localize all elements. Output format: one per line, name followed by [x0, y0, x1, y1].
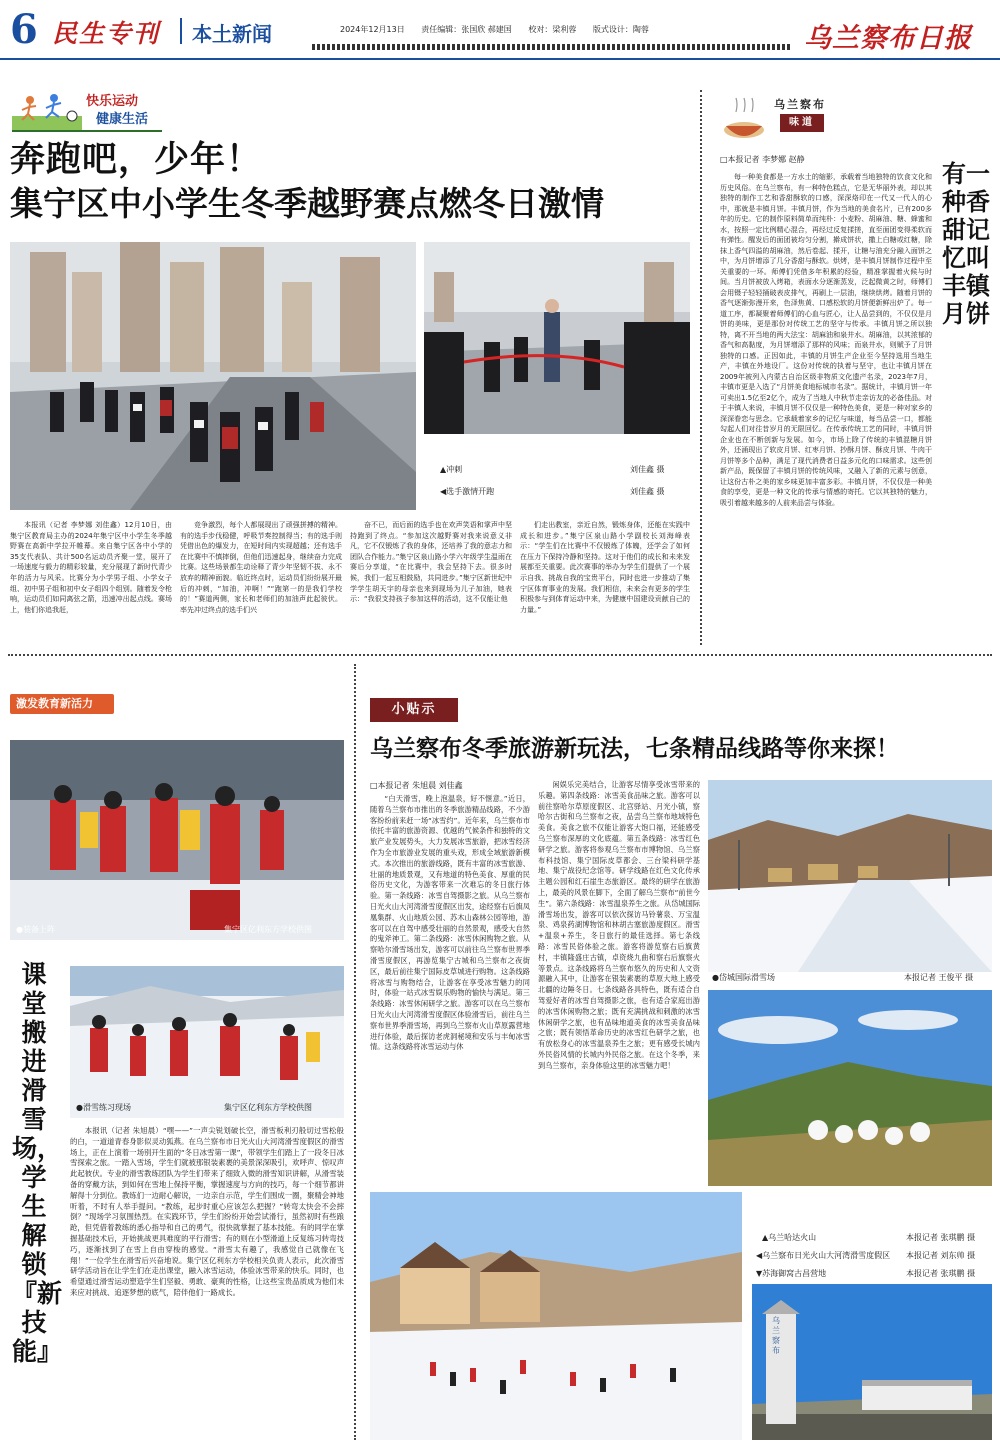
headline-line-1: 奔跑吧，少年！ [10, 140, 263, 180]
column-divider [354, 664, 356, 1440]
headline-line-2: 集宁区中小学生冬季越野赛点燃冬日激情 [10, 184, 604, 223]
column-name: 民生专刊 [52, 19, 161, 48]
newspaper-logo: 乌兰察布日报 [804, 23, 972, 54]
proofreader-credit: 校对：梁利蓉 [528, 25, 577, 34]
paragraph: 每一种美食都是一方水土的缩影，承载着当地独特的饮食文化和历史风俗。在乌兰察布，有一种特色糕点，它是无华丽外表，却以其独特的制作工艺和香甜酥软的口感，深深烙印在一代又一代人的心中，那就是丰镇月饼。丰镇月饼，作为当地的美食名片，已有200多年的历史。它的制作原料简单而纯朴：小麦粉、胡麻油、糖、蜂蜜和水，按照一定比例精心混合，再经过反复揉搓，直至面团变得柔软而有弹性。醒发后的面团被均匀分割，擀成饼状，撒上白糖或红糖，除抹上香气四溢的胡麻油，然后卷起、揉开，让糖与油充分融入面饼之中，为月饼增添了几分香甜与酥软。烘烤，是丰镇月饼制作过程中至关重要的一环。师傅们凭借多年积累的经验，精准掌握着火候与时间。当月饼被放入烤箱，表面水分逐渐蒸发，泛起微黄之时，师傅们会用镊子轻轻捅破表皮排气，再刷上一层油，继续烘烤。随着月饼的香气逐渐弥漫开来，色泽焦黄、口感松软的月饼便新鲜出炉了。每一道工序，都凝聚着师傅们的心血与匠心，让人品尝到的，不仅仅是月饼的美味，更是那份对传统工艺的坚守与传承。丰镇月饼之所以独特，离不开当地的两大法宝：胡麻油和泉井水。胡麻油，以其浓郁的香气和高黏度，为月饼增添了那样的风味；而泉井水，则赋予了月饼独特的口感。正因如此，丰镇的月饼生产企业至今坚持选用当地生产，丰镇在外地设厂。这份对传统的执着与坚守，也让丰镇月饼在2009年被列入内蒙古自治区级非物质文化遗产名录，2023年7月，丰镇市更是入选了“月饼美食地标城市名录”。据统计，丰镇月饼一年可卖出1.5亿至2亿个，成为了当地人中秋节走亲访友的必备佳品。对于丰镇人来说，丰镇月饼不仅仅是一种特色美食，更是一种对家乡的深深眷恋与思念。它承载着家乡的记忆与味道，每当品尝一口，都能勾起人们对往昔岁月的无限回忆。在传承传统工艺的同时，丰镇月饼企业也在不断创新与发展。如今，市场上除了传统的丰镇混糖月饼外，还涌现出了软皮月饼、红枣月饼、抄酥月饼、酥皮月饼、牛肉干月饼等多个品种，满足了现代消费者日益多元化的口味需求。这些创新产品，既保留了丰镇月饼的传统风味，又融入了新的元素与创意，让这份古朴之美的家乡味更加丰富多彩。丰镇月饼，不仅仅是一种美食的享受，更是一种文化的传承与情感的寄托。它以其独特的魅力，吸引着越来越多的人前来品尝与体验。 [720, 173, 932, 507]
issue-date: 2024年12月13日 [340, 25, 405, 34]
caption-ski-practice-credit: 集宁区亿利东方学校供图 [224, 1103, 312, 1112]
paragraph: 本报讯（记者 朱旭晨）“嘿——”一声尖锐划破长空，滑雪板利刃般切过雪松般的白，一道道青春身影似灵动狐燕。在乌兰察布市日光火山大河湾滑雪度假区的滑雪场上，正在上演着一场别开生面的“冬日冰雪第一课”，带领学生们踏上了一段冬日冰雪探索之旅。一踏入雪场，学生们就被那银装素裹的美景深深吸引，欢呼声、惊叹声此起彼伏。专业的滑雪教练团队为学生们带来了细致入微的滑雪知识讲解，从滑雪装备的穿戴方法，到如何在雪地上保持平衡，掌握速度与方向的技巧，每一个细节都讲解得十分到位。教练们一边耐心解说，一边亲自示范，学生们围成一圈，聚精会神地听着，不时有人举手提问。“教练，起步时重心应该怎么把握？”转弯太快会不会摔倒？”现场学习氛围热烈。在实践环节，学生们纷纷开始尝试滑行，虽然初时有些踉跄，但凭借着教练的悉心指导和自己的勇气，很快就掌握了基本技能。有的同学在掌握基础技术后，开始挑战更具难度的平行滑雪；有的则在小型滑道上反复练习转弯技巧，逐渐找到了在雪上自由穿梭的感觉。“滑雪太有趣了，我感觉自己就像在飞翔！”一位学生在滑雪后兴奋地说。集宁区亿利东方学校相关负责人表示，此次滑雪研学活动旨在让学生们在走出课堂，融入冰雪运动，体验冰雪带来的快乐。同时，也希望通过滑雪运动塑造学生们坚毅、勇敢、豪爽的性格，让这些宝贵品质成为他们未来应对挑战、追逐梦想的底气，陪伴他们一路成长。 [70, 1126, 344, 1297]
masthead-rule [312, 44, 792, 50]
photo-daicheng-ski-resort [708, 780, 992, 972]
paragraph: 本报讯（记者 李梦娜 刘佳鑫）12月10日，由集宁区教育局主办的2024年集宁区中小学生冬季越野赛在高新中学拉开帷幕。来自集宁区各中小学的35支代表队、共计500名运动员齐聚一堂，展开了一场速度与毅力的精彩较量，充分展现了新时代青少年的活力与风采。比赛分为小学男子组、小学女子组、初中男子组和初中女子组四个组别。随着发令枪响，运动员们如同离弦之箭，迅速冲出起点线。赛场上，他们你追我赶， [10, 521, 172, 614]
designer-credit: 版式设计：陶蓉 [592, 25, 649, 34]
running-col-1 [10, 520, 172, 642]
caption-dahewan-credit: 本报记者 刘东帅 摄 [906, 1251, 976, 1260]
ski-vertical-title: 课堂搬进滑雪场，学生解锁『新技能』 [12, 960, 63, 1366]
photo-finish-line [424, 242, 690, 434]
caption-camp-label: ▼苏海御窝古昌营地 [756, 1269, 827, 1278]
caption-sprint-credit: 刘佳鑫 摄 [630, 465, 665, 474]
travel-tag: 小贴示 [370, 698, 458, 722]
photo-camp [752, 1284, 992, 1440]
caption-ski-gear-label: ●装备上阵 [16, 925, 55, 934]
paragraph: 闲娱乐完美结合，让游客尽情享受冰雪带来的乐趣。第四条线路：冰雪美食品味之旅。游客可以前往察哈尔草原度假区、北宫驿站、月光小镇，察哈尔古街和乌兰察布之夜，品尝乌兰察布地域特色美食。美食之旅不仅能让游客大饱口福，还能感受乌兰察布深厚的文化底蕴。第五条线路：冰雪红色研学之旅。游客将参观乌兰察布市博物馆、乌兰察布科技馆、集宁国际皮草都会、三台梁科研学基地、集宁战役纪念馆等。研学线路在红色文化传承主题公园和红石崖生态旅游区。最终的研学在旅游上，最美的风景在脚下，全面了解乌兰察布“前世今生”。第六条线路：冰雪温泉养生之旅。从岱城国际滑雪场出发，游客可以依次探访马铃薯泉、万宝温泉、鸡泉药湖博物馆和林胡古塞旅游度假区。滑雪+温泉+养生，冬日旅行的最佳选择。第七条线路：冰雪民俗体验之旅。游客将游览察右后旗黄村，丰镇隆盛庄古镇，卓资烧九曲和察右后旗察火等景点。这条线路将乌兰察布悠久的历史和人文资源融入其中，让游客在银装素裹的草原大地上感受北疆的边陲冬日。七条线路各具特色，既有适合自驾爱好者的冰雪自驾摄影之旅，也有适合家庭出游的冰雪休闲购物之旅；既有充满挑战和刺激的冰雪休闲研学之旅，也有品味地道美食的冰雪美食品味之旅；既有领悟革命历史的冰雪红色研学之旅，也有放松身心的冰雪温泉养生之旅；更有感受长城内外民俗风情的长城内外民俗之旅。在这个冬季，来到乌兰察布，亲身体验这里的冰雪魅力吧！ [538, 780, 700, 1070]
section-name: 本土新闻 [192, 22, 272, 46]
editor-credit: 责任编辑：张国欣 郝建国 [421, 25, 512, 34]
caption-ski-gear-credit: 集宁区亿利东方学校供图 [224, 925, 312, 934]
flavor-body [720, 172, 932, 646]
flavor-header-line-2: 味道 [780, 114, 824, 132]
caption-camp-credit: 本报记者 张琪鹏 摄 [906, 1269, 976, 1278]
paragraph: 们走出教室，亲近自然，锻炼身体，还能在实践中成长和进步。”集宁区泉山路小学副校长刘海峰表示：“学生们在比赛中不仅锻炼了体魄，还学会了如何在压力下保持冷静和坚持。这对于他们的成长和未来发展都至关重要。此次赛事的举办为学生们提供了一个展示自我、挑战自我的宝贵平台，同时也进一步推动了集宁区体育事业的发展。我们相信，未来会有更多的学生积极参与到体育运动中来，为健康中国建设贡献自己的力量。” [520, 521, 690, 614]
column-divider [700, 90, 702, 645]
flavor-byline: □本报记者 李梦娜 赵静 [720, 155, 805, 164]
photo-ski-practice [70, 966, 344, 1118]
flavor-vertical-title: 有一种香甜记忆叫丰镇月饼 [942, 160, 990, 328]
ski-body [70, 1126, 344, 1438]
sport-tag-illustration [12, 86, 82, 130]
caption-daicheng-label: ●岱城国际滑雪场 [712, 973, 775, 982]
running-col-3 [350, 520, 512, 642]
photo-dahewan-ski-resort [370, 1192, 742, 1440]
masthead-line [0, 58, 1000, 60]
caption-volcano-label: ▲乌兰哈达火山 [762, 1233, 817, 1242]
photo-ski-gear [10, 740, 344, 940]
flavor-header-line-1: 乌兰察布 [774, 98, 826, 111]
paragraph: “白天滑雪，晚上泡温泉，好不惬意。”近日，随着乌兰察布市推出的冬季旅游精品线路，不少游客纷纷前来赶一场“冰雪约”。近年来，乌兰察布市依托丰富的旅游资源、优越的气候条件和独特的文旅产业发展势头，大力发展冰雪旅游，把冰雪经济作为全市旅游业发展的重头戏，形成全域旅游新模式。本次推出的旅游线路，既有丰富的冰雪旅游、壮丽的地质景观，又有地道的特色美食、厚重的民俗历史文化，为游客带来一次难忘的冬日旅行体验。第一条线路：冰雪自驾摄影之旅。从乌兰察布日光火山大河湾滑雪度假区出发，途经察右后旗凤凰集群、火山地质公园、苏木山森林公园等地，游客可以在自驾中感受壮丽的自然景观，感受大自然的鬼斧神工。第二条线路：冰雪休闲购物之旅。从察哈尔滑雪场出发，游客可以前往乌兰察布世界季滑雪度假区，再游览集宁古城和乌兰察布之夜街区，最后前往集宁国际皮草城进行购物。这条线路将冰雪与购物结合，让游客在享受冰雪魅力的同时，体验一站式冰雪娱乐购物的愉快与满足。第三条线路：冰雪休闲研学之旅。游客可以在乌兰察布日光火山大河湾滑雪度假区体验滑雪后，前往乌兰察布世界季滑雪场，再到乌兰察布火山草原露营地进行体验，最后探访老虎洞秘境和安乐与丰甸冰雪情。这条线路将冰雪运动与休 [370, 794, 530, 1052]
tag-line-1: 快乐运动 [86, 94, 139, 109]
travel-col-1 [370, 794, 530, 1184]
caption-start-label: ◀选手激情开跑 [440, 487, 495, 496]
caption-dahewan-label: ◀乌兰察布日光火山大河湾滑雪度假区 [756, 1251, 891, 1260]
travel-byline: □本报记者 朱旭晨 刘佳鑫 [370, 781, 463, 790]
caption-volcano-credit: 本报记者 张琪鹏 摄 [906, 1233, 976, 1242]
photo-race-start [10, 242, 416, 510]
running-col-2 [180, 520, 342, 642]
tag-underline [12, 130, 162, 132]
paragraph: 竞争激烈，每个人都展现出了顽强拼搏的精神。有的选手步伐稳健，呼吸节奏控制得当；有的选手则凭借出色的爆发力，在短时间内实现超越；还有选手在比赛中不慎摔倒，但他们迅速起身，继续奋力完成比赛。这些场景都生动诠释了青少年坚韧不拔、永不放弃的精神面貌。临近终点时，运动员们纷纷展开最后的冲刺，“加油，冲啊！”“跑第一的是我们学校的！”赛道两侧，家长和老师们的加油声此起彼伏。率先冲过终点的选手们兴 [180, 521, 342, 614]
running-col-4 [520, 520, 690, 642]
page-number: 6 [10, 6, 38, 53]
masthead-divider [180, 18, 182, 44]
caption-daicheng-credit: 本报记者 王俊平 摄 [904, 973, 974, 982]
travel-col-2 [538, 780, 700, 1184]
section-divider [8, 654, 992, 656]
caption-ski-practice-label: ●滑雪练习现场 [76, 1103, 131, 1112]
travel-headline: 乌兰察布冬季旅游新玩法，七条精品线路等你来探！ [370, 736, 899, 762]
ski-tag: 激发教育新活力 [10, 694, 114, 714]
photo-volcano-grassland [708, 990, 992, 1186]
tag-line-2: 健康生活 [96, 112, 149, 127]
masthead-info [340, 24, 649, 35]
paragraph: 奋不已，而后面的选手也在欢声笑语和掌声中坚持跑到了终点。“参加这次越野赛对我来说意义非凡，它不仅锻炼了我的身体，还培养了我的意志力和团队合作能力。”集宁区泉山路小学六年级学生温雨在赛后分享道，“在比赛中，我会坚持下去。很多时候，我们一起互相鼓励，共同进步。”集宁区新世纪中学学生胡天宇的母亲也来到现场为儿子加油，她表示：“我很支持孩子参加这样的活动，这不仅能让他 [350, 521, 512, 604]
caption-start-credit: 刘佳鑫 摄 [630, 487, 665, 496]
caption-sprint-label: ▲冲刺 [440, 465, 463, 474]
sign-text: 乌兰察布 [772, 1316, 780, 1355]
